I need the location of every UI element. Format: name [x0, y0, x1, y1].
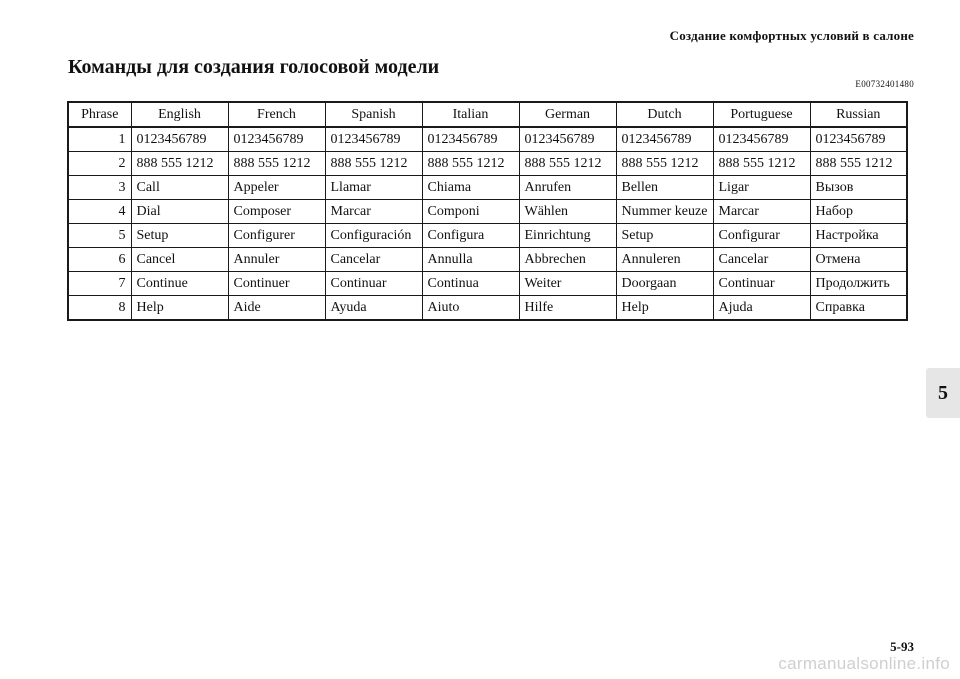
- table-cell: Dial: [131, 200, 228, 224]
- table-cell: Configuración: [325, 224, 422, 248]
- column-header: Italian: [422, 102, 519, 127]
- table-cell: 888 555 1212: [422, 152, 519, 176]
- column-header: Russian: [810, 102, 907, 127]
- table-cell: Einrichtung: [519, 224, 616, 248]
- table-cell: Отмена: [810, 248, 907, 272]
- table-cell: Marcar: [713, 200, 810, 224]
- phrase-number-cell: 7: [68, 272, 131, 296]
- table-cell: 0123456789: [616, 127, 713, 152]
- table-cell: 888 555 1212: [519, 152, 616, 176]
- table-cell: 888 555 1212: [325, 152, 422, 176]
- table-cell: Doorgaan: [616, 272, 713, 296]
- page-number: 5-93: [890, 639, 914, 654]
- phrase-number-cell: 3: [68, 176, 131, 200]
- column-header: Phrase: [68, 102, 131, 127]
- table-cell: 0123456789: [131, 127, 228, 152]
- table-cell: 0123456789: [422, 127, 519, 152]
- table-cell: Setup: [616, 224, 713, 248]
- table-cell: Setup: [131, 224, 228, 248]
- table-cell: Bellen: [616, 176, 713, 200]
- table-cell: Aide: [228, 296, 325, 321]
- table-cell: Continua: [422, 272, 519, 296]
- table-cell: 0123456789: [228, 127, 325, 152]
- table-cell: Abbrechen: [519, 248, 616, 272]
- phrase-number-cell: 5: [68, 224, 131, 248]
- table-row: [68, 200, 907, 224]
- chapter-tab: [926, 368, 960, 418]
- column-header: Portuguese: [713, 102, 810, 127]
- table-cell: Набор: [810, 200, 907, 224]
- table-cell: Marcar: [325, 200, 422, 224]
- running-header: Создание комфортных условий в салоне: [669, 28, 914, 43]
- column-header: French: [228, 102, 325, 127]
- column-header: Dutch: [616, 102, 713, 127]
- table-row: [68, 296, 907, 321]
- table-cell: 0123456789: [810, 127, 907, 152]
- phrase-number-cell: 4: [68, 200, 131, 224]
- table-cell: Configurar: [713, 224, 810, 248]
- table-cell: Справка: [810, 296, 907, 321]
- column-header: German: [519, 102, 616, 127]
- watermark: carmanualsonline.info: [778, 654, 950, 673]
- table-row: [68, 272, 907, 296]
- table-cell: 888 555 1212: [228, 152, 325, 176]
- table-cell: Настройка: [810, 224, 907, 248]
- table-cell: 0123456789: [713, 127, 810, 152]
- table-cell: Configura: [422, 224, 519, 248]
- column-header: Spanish: [325, 102, 422, 127]
- table-cell: Composer: [228, 200, 325, 224]
- table-cell: Continuar: [713, 272, 810, 296]
- table-cell: Ligar: [713, 176, 810, 200]
- table-cell: Anrufen: [519, 176, 616, 200]
- table-row: [68, 152, 907, 176]
- table-cell: Ajuda: [713, 296, 810, 321]
- table-cell: Продолжить: [810, 272, 907, 296]
- table-cell: Continuer: [228, 272, 325, 296]
- table-cell: Help: [616, 296, 713, 321]
- table-body: [68, 127, 907, 320]
- table-cell: 0123456789: [519, 127, 616, 152]
- table-row: [68, 248, 907, 272]
- table-cell: Hilfe: [519, 296, 616, 321]
- table-cell: Wählen: [519, 200, 616, 224]
- phrase-number-cell: 1: [68, 127, 131, 152]
- table-cell: 888 555 1212: [131, 152, 228, 176]
- table-cell: Llamar: [325, 176, 422, 200]
- table-cell: Nummer keuze: [616, 200, 713, 224]
- voice-commands-table: [67, 101, 908, 321]
- table-row: [68, 127, 907, 152]
- table-cell: Call: [131, 176, 228, 200]
- table-row: [68, 176, 907, 200]
- table-header-row: [68, 102, 907, 127]
- table-cell: Ayuda: [325, 296, 422, 321]
- table-cell: Cancelar: [325, 248, 422, 272]
- phrase-number-cell: 2: [68, 152, 131, 176]
- table-cell: Cancelar: [713, 248, 810, 272]
- chapter-tab-number: 5: [938, 381, 948, 404]
- table-cell: Annuleren: [616, 248, 713, 272]
- table-cell: Help: [131, 296, 228, 321]
- table-cell: Componi: [422, 200, 519, 224]
- table-cell: Aiuto: [422, 296, 519, 321]
- document-code: E00732401480: [855, 79, 914, 89]
- voice-commands-table-container: [67, 101, 908, 321]
- table-cell: Вызов: [810, 176, 907, 200]
- table-row: [68, 224, 907, 248]
- table-cell: Continue: [131, 272, 228, 296]
- table-cell: Configurer: [228, 224, 325, 248]
- table-cell: Annulla: [422, 248, 519, 272]
- section-title: Команды для создания голосовой модели: [68, 56, 440, 78]
- phrase-number-cell: 8: [68, 296, 131, 321]
- table-cell: 888 555 1212: [810, 152, 907, 176]
- column-header: English: [131, 102, 228, 127]
- table-cell: Appeler: [228, 176, 325, 200]
- table-cell: Weiter: [519, 272, 616, 296]
- table-cell: Continuar: [325, 272, 422, 296]
- phrase-number-cell: 6: [68, 248, 131, 272]
- table-cell: Cancel: [131, 248, 228, 272]
- table-header: [68, 102, 907, 127]
- table-cell: 888 555 1212: [616, 152, 713, 176]
- table-cell: 888 555 1212: [713, 152, 810, 176]
- table-cell: 0123456789: [325, 127, 422, 152]
- table-cell: Chiama: [422, 176, 519, 200]
- table-cell: Annuler: [228, 248, 325, 272]
